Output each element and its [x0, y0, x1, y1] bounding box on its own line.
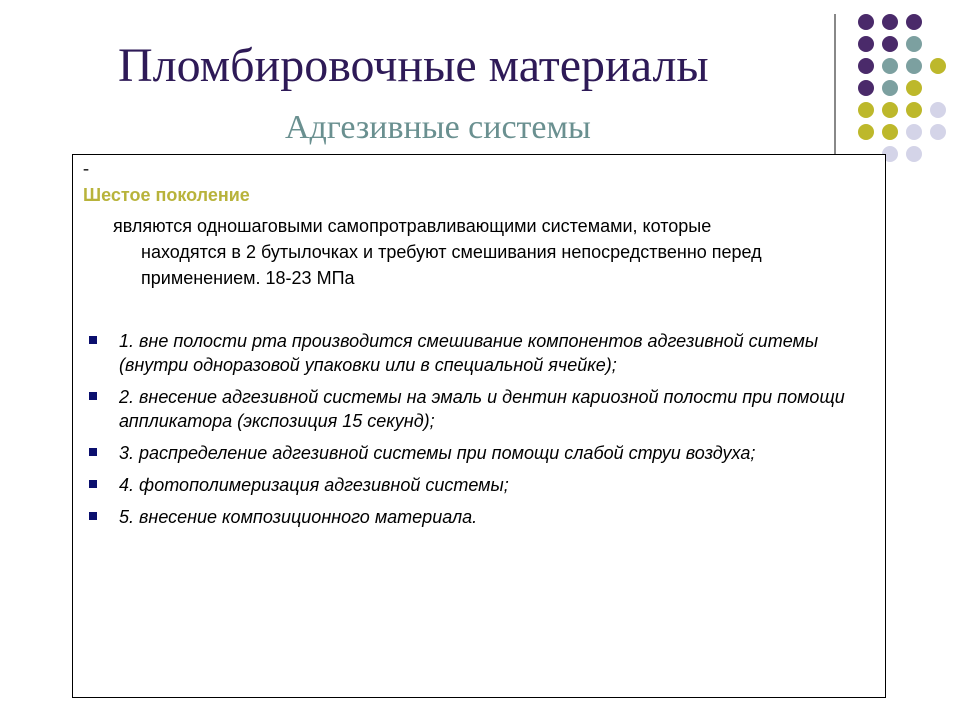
- bullet-square-icon: [89, 392, 97, 400]
- step-text: 1. вне полости рта производится смешивание компонентов адгезивной ситемы (внутри одноразовой упаковки или в специальной ячейке);: [119, 331, 819, 375]
- list-item: [87, 385, 847, 433]
- bullet-square-icon: [89, 480, 97, 488]
- slide-subtitle: Адгезивные системы: [285, 109, 591, 146]
- section-heading: Шестое поколение: [83, 185, 250, 205]
- step-text: 2. внесение адгезивной системы на эмаль и дентин кариозной полости при помощи аппликатора (экспозиция 15 секунд);: [119, 387, 845, 431]
- decor-dot: [906, 146, 922, 162]
- decor-dot: [906, 124, 922, 140]
- step-text: 5. внесение композиционного материала.: [119, 507, 478, 527]
- step-text: 4. фотополимеризация адгезивной системы;: [119, 475, 509, 495]
- list-item: [87, 473, 847, 497]
- intro-text: являются одношаговыми самопротравливающими системами, которые находятся в 2 бутылочках и требуют смешивания непосредственно перед применением. 18-23 МПа: [113, 216, 762, 288]
- top-mark: -: [83, 158, 89, 178]
- decor-dot: [906, 80, 922, 96]
- list-item: [87, 505, 847, 529]
- bullet-square-icon: [89, 448, 97, 456]
- decor-dot: [858, 124, 874, 140]
- content-box: [72, 154, 886, 698]
- slide-title: Пломбировочные материалы: [118, 39, 709, 92]
- decor-dot: [906, 58, 922, 74]
- bullet-square-icon: [89, 512, 97, 520]
- decor-dot: [906, 14, 922, 30]
- decor-dot: [858, 14, 874, 30]
- decor-dot: [930, 124, 946, 140]
- decor-dot: [882, 102, 898, 118]
- bullet-square-icon: [89, 336, 97, 344]
- decor-dot: [882, 124, 898, 140]
- decor-dot: [882, 80, 898, 96]
- decor-dot: [930, 102, 946, 118]
- steps-list: [87, 329, 847, 537]
- decor-dot: [882, 58, 898, 74]
- decor-dot: [882, 36, 898, 52]
- decor-dot: [858, 102, 874, 118]
- decor-dot: [906, 36, 922, 52]
- decor-dot: [906, 102, 922, 118]
- decor-dot: [930, 58, 946, 74]
- step-text: 3. распределение адгезивной системы при помощи слабой струи воздуха;: [119, 443, 756, 463]
- list-item: [87, 329, 847, 377]
- list-item: [87, 441, 847, 465]
- decor-dot: [882, 14, 898, 30]
